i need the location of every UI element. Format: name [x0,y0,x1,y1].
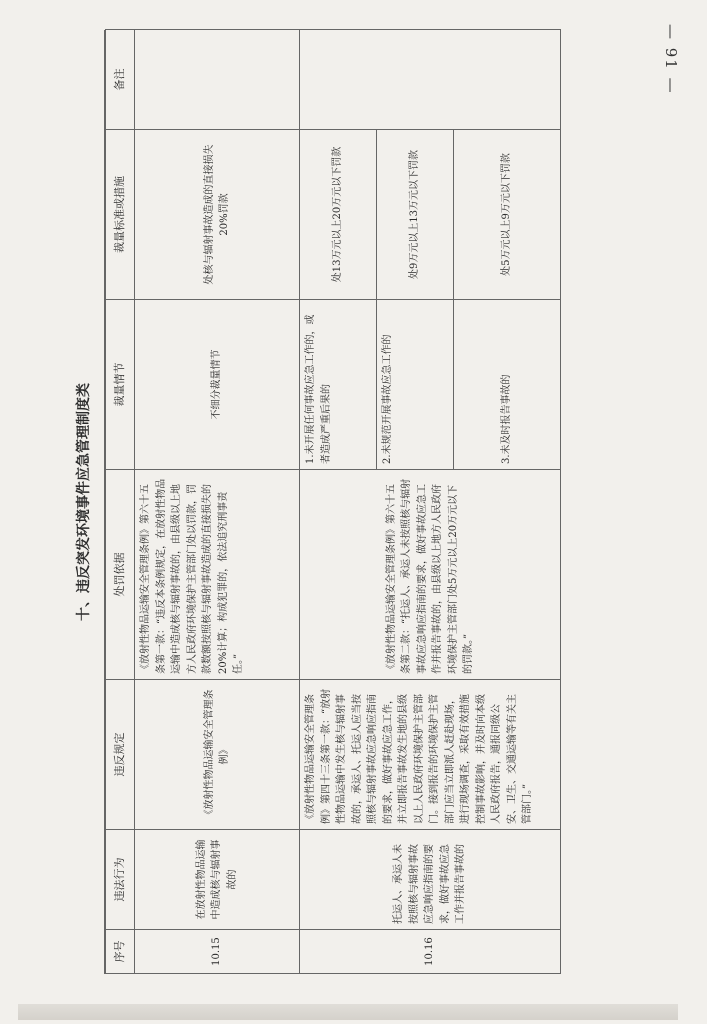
header-circumstance: 裁量情节 [106,300,135,470]
rotated-table-page [64,30,628,974]
discretion-circumstance: 3.未及时报告事故的 [454,300,561,470]
discretion-standard: 处13万元以上20万元以下罚款 [300,130,377,300]
discretion-circumstance: 不细分裁量情节 [135,300,300,470]
table-row [135,30,300,974]
discretion-standard: 处核与辐射事故造成的直接损失20%罚款 [135,130,300,300]
violation-behavior: 托运人、承运人未按照核与辐射事故应急响应指南的要求，做好事故应急工作并报告事故的 [300,830,561,930]
penalty-basis: 《放射性物品运输安全管理条例》第六十五条第一款：“违反本条例规定，在放射性物品运输中造成核与辐射事故的，由县级以上地方人民政府环境保护主管部门处以罚款，罚款数额按照核与辐射事故造成的直接损失的20%计算；构成犯罪的，依法追究刑事责任。” [135,470,300,680]
violation-behavior: 在放射性物品运输中造成核与辐射事故的 [135,830,300,930]
header-standard: 裁量标准或措施 [106,130,135,300]
violated-regulation: 《放射性物品运输安全管理条例》第四十三条第一款：“放射性物品运输中发生核与辐射事故的，承运人、托运人应当按照核与辐射事故应急响应指南的要求，做好事故应急工作，并立即报告事故发生地的县级以上人民政府环境保护主管部门。接到报告的环境保护主管部门应当立即派人赶赴现场，进行现场调查，采取有效措施控制事故影响，并及时向本级人民政府报告，通报同级公安、卫生、交通运输等有关主管部门。” [300,680,561,830]
scan-edge-shadow [18,1004,678,1020]
discretion-standard: 处9万元以上13万元以下罚款 [377,130,454,300]
penalty-basis: 《放射性物品运输安全管理条例》第六十五条第二款：“托运人、承运人未按照核与辐射事故应急响应指南的要求，做好事故应急工作并报告事故的，由县级以上地方人民政府环境保护主管部门处5万元以上20万元以下的罚款。” [300,470,561,680]
discretion-circumstance: 1.未开展任何事故应急工作的，或者造成严重后果的 [300,300,377,470]
page-number: — 91 — [662,23,680,95]
penalty-table [105,29,561,974]
header-basis: 处罚依据 [106,470,135,680]
row-number: 10.16 [300,930,561,974]
table-title: 十、违反突发环境事件应急管理制度类 [64,30,105,974]
header-behavior: 违法行为 [106,830,135,930]
header-regulation: 违反规定 [106,680,135,830]
header-no: 序号 [106,930,135,974]
remark [300,30,561,130]
table-row [300,30,377,974]
remark [135,30,300,130]
header-remark: 备注 [106,30,135,130]
discretion-standard: 处5万元以上9万元以下罚款 [454,130,561,300]
violated-regulation: 《放射性物品运输安全管理条例》 [135,680,300,830]
row-number: 10.15 [135,930,300,974]
discretion-circumstance: 2.未规范开展事故应急工作的 [377,300,454,470]
table-header-row [106,30,135,974]
